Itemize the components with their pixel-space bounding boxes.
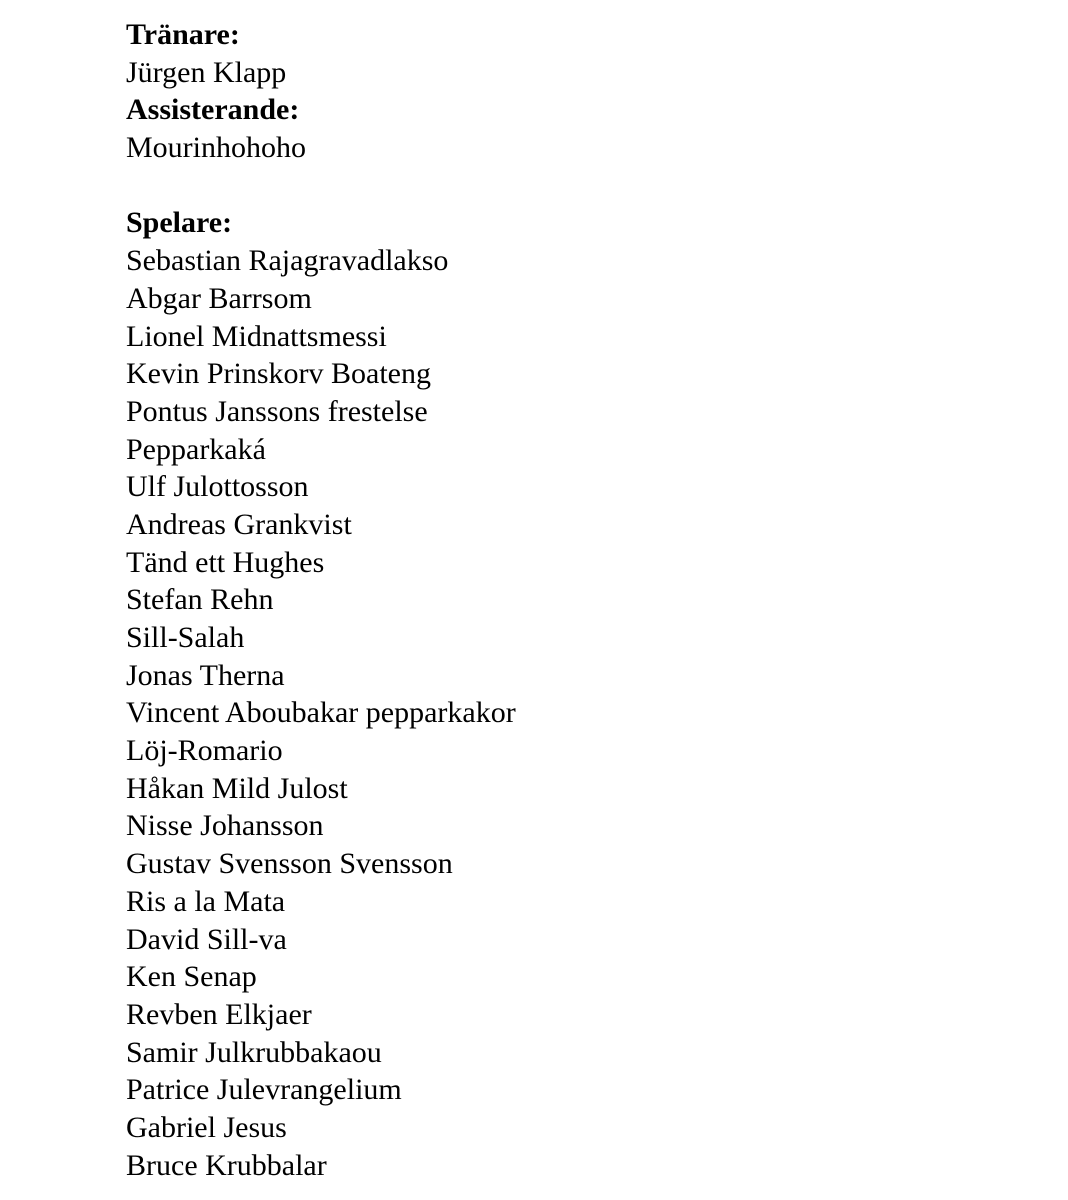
player-name: Jonas Therna xyxy=(126,658,285,692)
player-name: Sill-Salah xyxy=(126,621,245,654)
player-name: Ulf Julottosson xyxy=(126,470,309,504)
player-name: Löj-Romario xyxy=(126,734,283,768)
player-name: Bruce Krubbalar xyxy=(126,1148,327,1182)
player-name: Pepparkaká xyxy=(126,432,266,466)
player-name: Ris a la Mata xyxy=(126,884,286,918)
player-name: Kevin Prinskorv Boateng xyxy=(126,357,431,391)
player-name: David Sill-va xyxy=(126,922,287,956)
player-name: Ken Senap xyxy=(126,960,257,994)
player-name: Tänd ett Hughes xyxy=(126,545,325,579)
player-name: Sebastian Rajagravadlakso xyxy=(126,244,449,278)
player-name: Gustav Svensson Svensson xyxy=(126,847,453,881)
blank-line xyxy=(126,167,516,205)
player-name: Håkan Mild Julost xyxy=(126,771,348,805)
team-roster-document xyxy=(126,16,516,1184)
assistant-heading: Assisterande: xyxy=(126,93,300,127)
assistant-name: Mourinhohoho xyxy=(126,131,306,165)
coach-name: Jürgen Klapp xyxy=(126,55,287,89)
player-name: Gabriel Jesus xyxy=(126,1110,287,1144)
player-name: Abgar Barrsom xyxy=(126,281,312,315)
player-name: Patrice Julevrangelium xyxy=(126,1073,402,1107)
player-name: Revben Elkjaer xyxy=(126,997,312,1031)
players-heading: Spelare: xyxy=(126,206,233,240)
player-name: Nisse Johansson xyxy=(126,809,324,843)
coach-heading: Tränare: xyxy=(126,18,240,51)
player-name: Stefan Rehn xyxy=(126,583,274,617)
players-list xyxy=(126,242,516,1184)
player-name: Andreas Grankvist xyxy=(126,507,352,541)
player-name: Lionel Midnattsmessi xyxy=(126,319,387,353)
player-name: Samir Julkrubbakaou xyxy=(126,1035,382,1069)
player-name: Vincent Aboubakar pepparkakor xyxy=(126,696,516,730)
player-name: Pontus Janssons frestelse xyxy=(126,394,428,428)
